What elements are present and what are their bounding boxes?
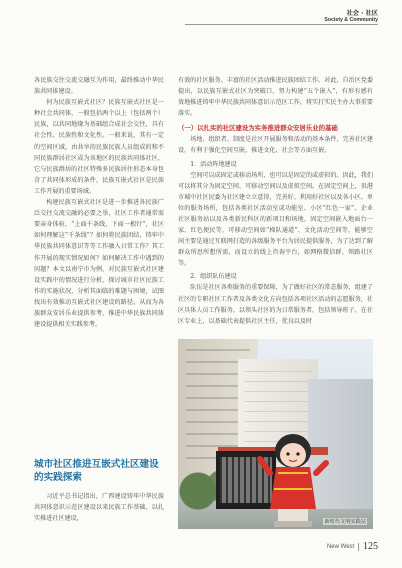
section-header-en: Society & Community [324,17,378,23]
section-header-cn: 社会 · 社区 [346,10,378,17]
left-paragraph: 构建民族互嵌式社区是进一步推进各民族广泛交往交流交融的必要之举，社区工作者通常需要亲身体验、“上面千条线，下面一根针”，社区如何理解这“千条线”？如何将民族团结、铸牢中华民族共同体意识等等工作融入日常工作？其工作开展的现实情况如何？如何解决工作中遇到的问题？本文以南宁市为例，对民族互嵌式社区建设实践中的情况进行分析，探讨城市社区民族工作的实施状况，分析其面临的难题与困境，试图找出有效推动互嵌式社区建设的路径，从而为各族群众安居乐业提供参考，推进中华民族共同体建设提供相关实践参考。 [34,199,164,329]
page-number: 125 [363,541,378,552]
left-paragraph: 各民族交往交流交融互为作用，最终推动中华民族共同体建设。 [34,77,164,96]
header-rule [185,24,378,25]
section-title: 城市社区推进互嵌式社区建设的实践探索 [34,459,159,483]
right-paragraph: 队伍是社区各类服务的重要保障，为了做好社区的常态服务，组建了社区的专职社区工作者及各类文化方向包括各项社区活动的志愿服务，社区具体人员工作服务，以领头社区的为日常服务者，包括领导班子，在社区专业上，以基础代表提供社区主任，优良以及时 [178,284,373,325]
subheading: （一）以扎实的社区建设为实务推进群众安居乐业的基础 [178,124,338,133]
right-paragraph: 空间可以成固定或移动场所，也可以是固定的或虚拟的。因此，我们可以将其分为固定空间、可移动空间以及虚拟空间。在固定空间上，贵港市城中社区民委为社区建立立意得，完善好、利用好社区以及各小区、单位的服务场所，包括各类社区活动室或功能室、小区“红色一家”、企业社区服务站以及各类新民科区的新项目和场地，固定空间嵌入地面台一家、红色便民等，可移动空间如“梯队通道”、文化活动空间等，能够空间主要是通过互联网打造的各级服务平台为居民提供服务，为了达到了解群众所思所想所需，而设立的线上咨询平台，如网格微信群、领路社区等。 [178,171,373,268]
page-footer [327,541,378,552]
subsection-heading: 2．组织队伍建设 [190,273,237,281]
right-column [178,75,373,326]
section-intro: 习近平总书记指出，广西建设铸牢中华民族共同体意识示范区建设以来民族工作基础、以扎实推进社区建设， [34,493,164,523]
community-photo [178,339,373,529]
footer-divider [358,543,359,551]
left-column [34,75,164,330]
right-paragraph: 场地、组织者、制度是社区开展服务和活动的基本条件，完善社区建设，有利于强化空间互嵌，推进文化、社会等方面互嵌。 [178,136,373,155]
left-paragraph: 何为民族互嵌式社区？民族互嵌式社区是一种社会共同体，一般包括两个以上（包括两个）民族，以共同地缘为基础组合成社会交往，具有社会性、民族性和文化性。一般来说，其有一定的空间区域，由共享的民族民族人员组成的和不同民族群居社区成为该地区的民族共同体社区，它与民族群居的社区特殊多民族居住形态本身包含了共同体形成的条件，民族互嵌式社区是民族工作开展的重要场域。 [34,99,164,195]
subsection-heading: 1．活动阵地建设 [190,160,237,168]
photo-caption: 新时代文明实践站 [324,519,366,525]
magazine-name: New West [326,543,355,550]
left-column-bottom [34,491,164,524]
mascot-statue-icon [256,429,330,527]
section-header [324,10,378,23]
right-paragraph: 有效的社区服务、丰富的社区活动推进民族团结工作。对此，自治区党委提出，以民族互嵌式社区为突破口，努力构建“五个嵌入”，有形有感有效地推进铸牢中华民族共同体意识示范区工作，将实打实民主办大事重要落实。 [178,77,373,118]
